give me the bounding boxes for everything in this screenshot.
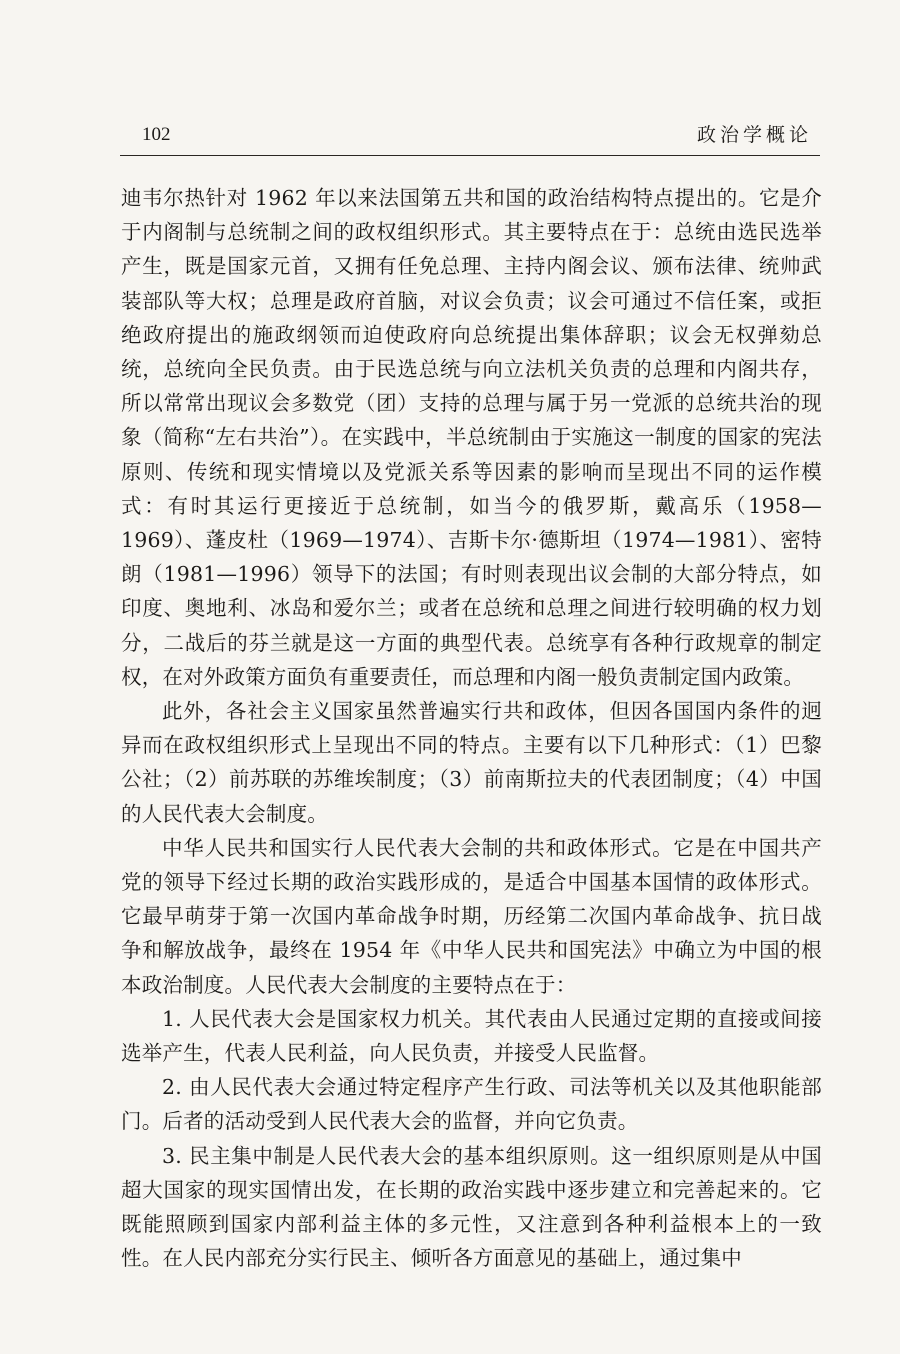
page-header (120, 118, 820, 154)
header-rule (120, 155, 820, 156)
paragraph-continuation: 迪韦尔热针对 1962 年以来法国第五共和国的政治结构特点提出的。它是介于内阁制与总统制之间的政权组织形式。其主要特点在于：总统由选民选举产生，既是国家元首，又拥有任免总理、主持内阁会议、颁布法律、统帅武装部队等大权；总理是政府首脑，对议会负责；议会可通过不信任案，或拒绝政府提出的施政纲领而迫使政府向总统提出集体辞职；议会无权弹劾总统，总统向全民负责。由于民选总统与向立法机关负责的总理和内阁共存，所以常常出现议会多数党（团）支持的总理与属于另一党派的总统共治的现象（简称“左右共治”）。在实践中，半总统制由于实施这一制度的国家的宪法原则、传统和现实情境以及党派关系等因素的影响而呈现出不同的运作模式：有时其运行更接近于总统制，如当今的俄罗斯，戴高乐（1958—1969）、蓬皮杜（1969—1974）、吉斯卡尔·德斯坦（1974—1981）、密特朗（1981—1996）领导下的法国；有时则表现出议会制的大部分特点，如印度、奥地利、冰岛和爱尔兰；或者在总统和总理之间进行较明确的权力划分，二战后的芬兰就是这一方面的典型代表。总统享有各种行政规章的制定权，在对外政策方面负有重要责任，而总理和内阁一般负责制定国内政策。 (121, 186, 822, 689)
body-text (121, 181, 822, 1276)
list-item-2: 2. 由人民代表大会通过特定程序产生行政、司法等机关以及其他职能部门。后者的活动受到人民代表大会的监督，并向它负责。 (121, 1075, 822, 1134)
list-item-1: 1. 人民代表大会是国家权力机关。其代表由人民通过定期的直接或间接选举产生，代表人民利益，向人民负责，并接受人民监督。 (121, 1006, 822, 1066)
paragraph-socialist-forms: 此外，各社会主义国家虽然普遍实行共和政体，但因各国国内条件的迥异而在政权组织形式上呈现出不同的特点。主要有以下几种形式：（1）巴黎公社；（2）前苏联的苏维埃制度；（3）前南斯拉夫的代表团制度；（4）中国的人民代表大会制度。 (121, 699, 822, 826)
running-title: 政治学概论 (696, 124, 812, 146)
page-number: 102 (142, 124, 171, 145)
paragraph-peoples-congress: 中华人民共和国实行人民代表大会制的共和政体形式。它是在中国共产党的领导下经过长期的政治实践形成的，是适合中国基本国情的政体形式。它最早萌芽于第一次国内革命战争时期，历经第二次国内革命战争、抗日战争和解放战争，最终在 1954 年《中华人民共和国宪法》中确立为中国的根本政治制度。人民代表大会制度的主要特点在于： (121, 835, 822, 997)
list-item-3: 3. 民主集中制是人民代表大会的基本组织原则。这一组织原则是从中国超大国家的现实国情出发，在长期的政治实践中逐步建立和完善起来的。它既能照顾到国家内部利益主体的多元性，又注意到各种利益根本上的一致性。在人民内部充分实行民主、倾听各方面意见的基础上，通过集中 (121, 1143, 822, 1271)
